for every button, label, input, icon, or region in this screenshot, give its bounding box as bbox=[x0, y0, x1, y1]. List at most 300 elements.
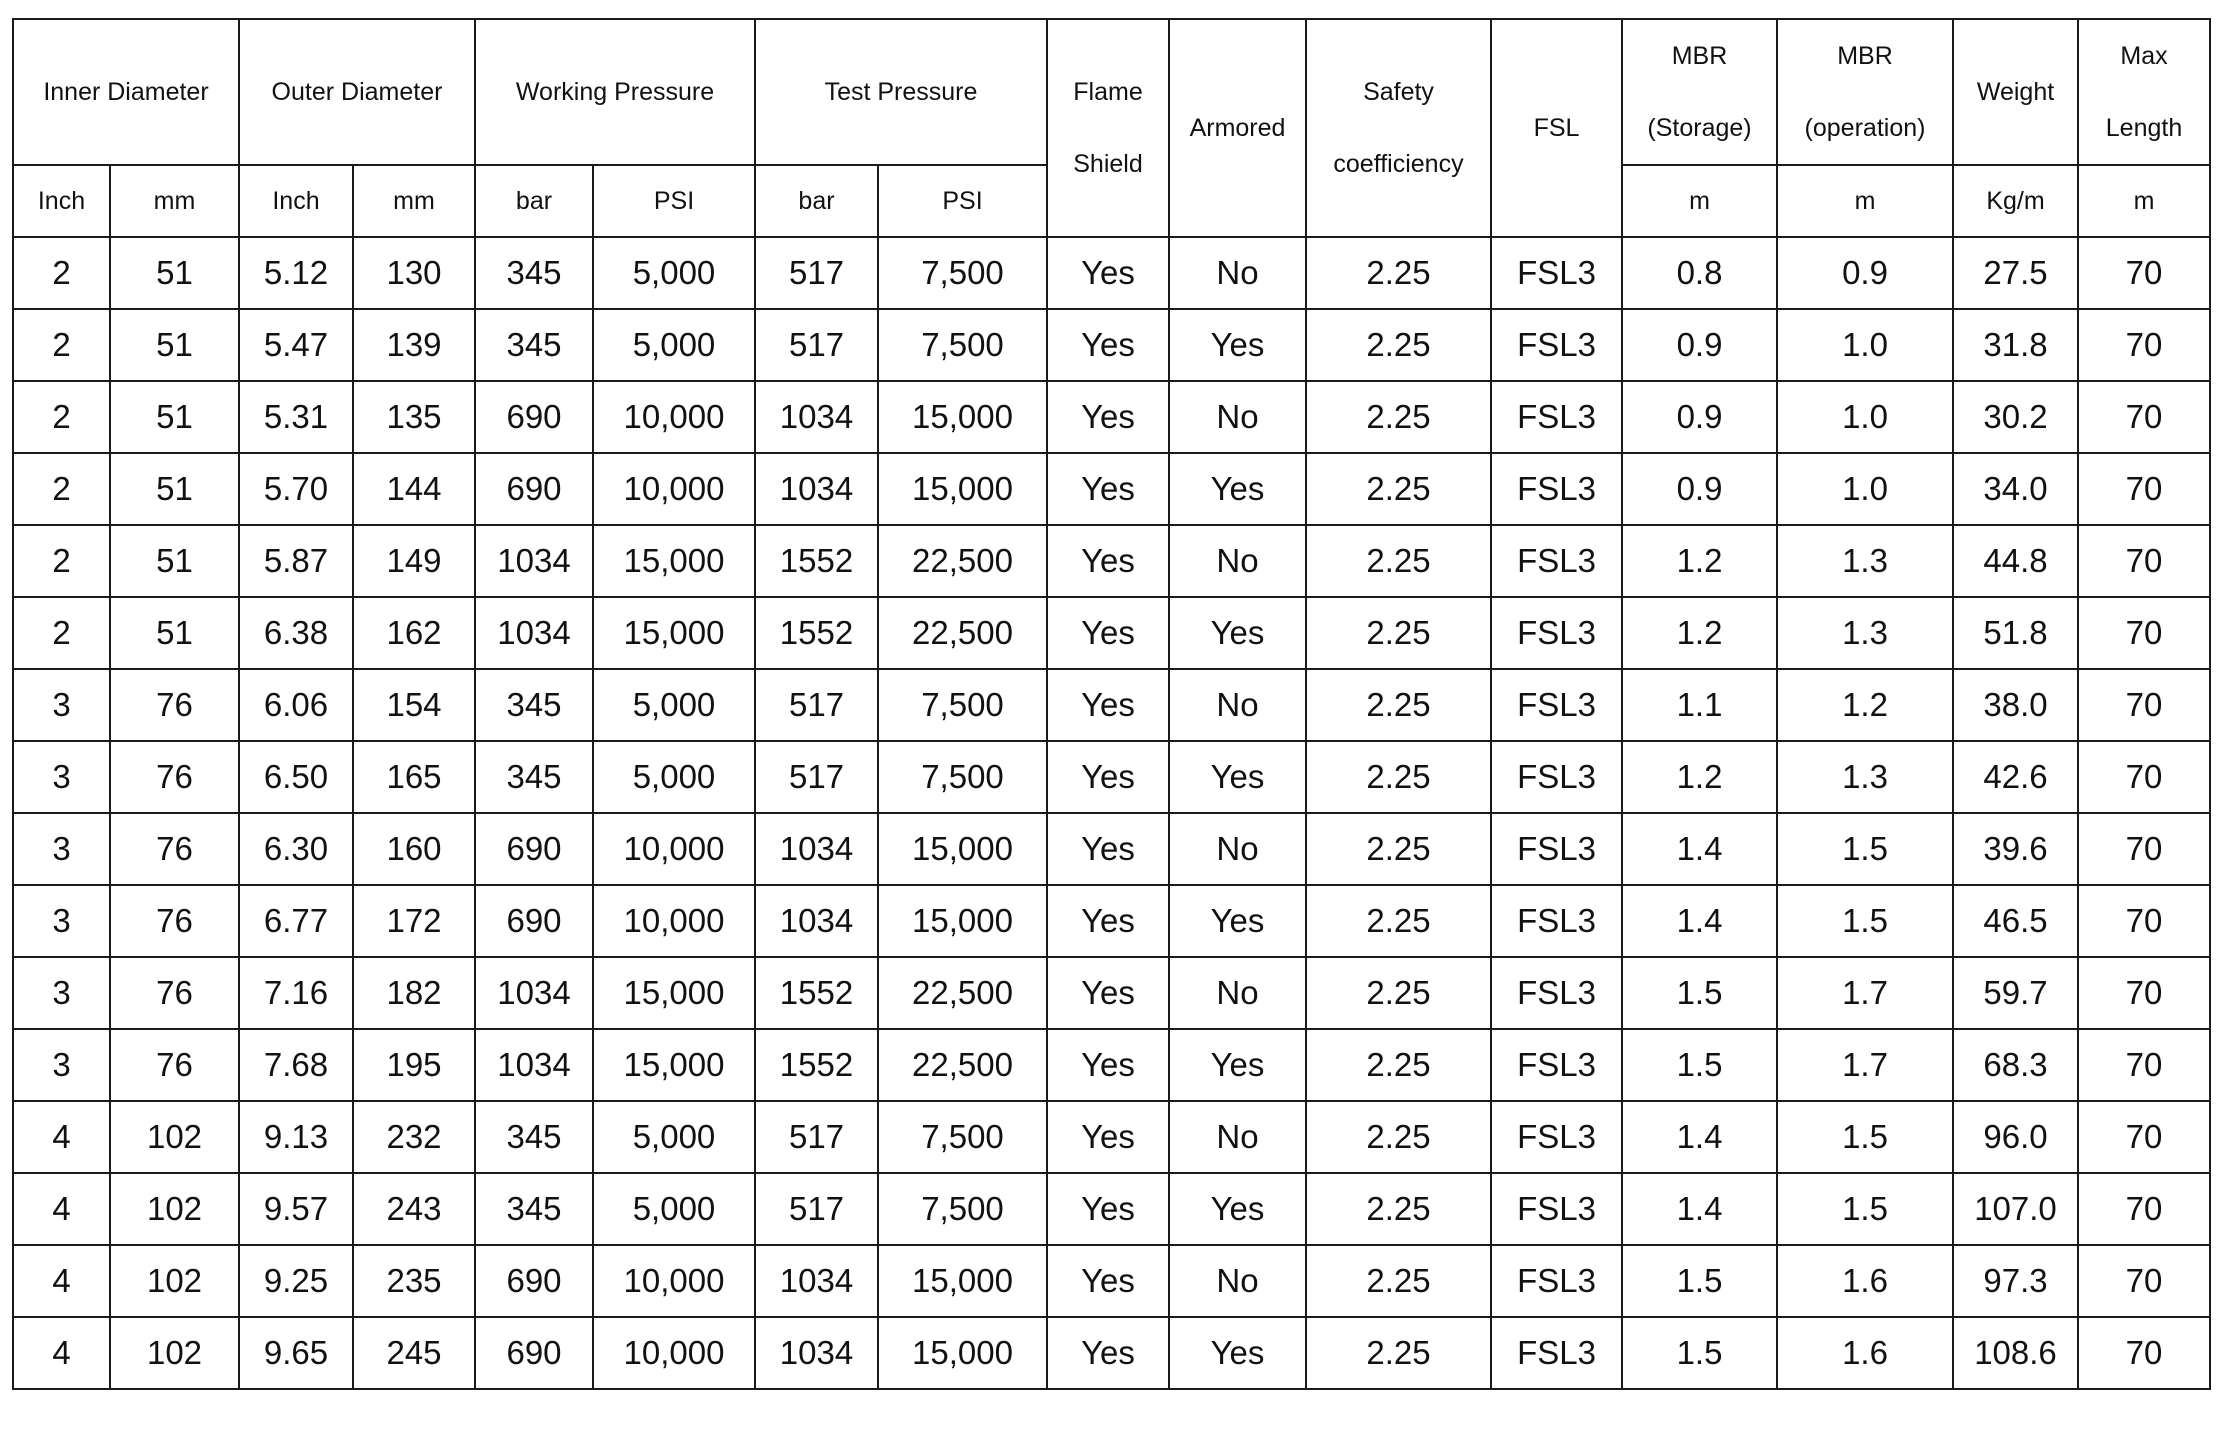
cell-safety-coefficiency: 2.25 bbox=[1306, 1029, 1491, 1101]
cell-working-psi: 5,000 bbox=[593, 1173, 755, 1245]
cell-mbr-operation: 1.6 bbox=[1777, 1317, 1953, 1389]
cell-working-psi: 5,000 bbox=[593, 309, 755, 381]
cell-inner-inch: 2 bbox=[13, 309, 110, 381]
cell-mbr-operation: 1.0 bbox=[1777, 381, 1953, 453]
cell-inner-mm: 102 bbox=[110, 1245, 239, 1317]
cell-outer-inch: 6.30 bbox=[239, 813, 353, 885]
cell-safety-coefficiency: 2.25 bbox=[1306, 669, 1491, 741]
cell-outer-mm: 232 bbox=[353, 1101, 475, 1173]
cell-armored: No bbox=[1169, 1245, 1306, 1317]
unit-test-bar: bar bbox=[755, 165, 878, 237]
cell-fsl: FSL3 bbox=[1491, 1245, 1622, 1317]
cell-max-length: 70 bbox=[2078, 237, 2210, 309]
header-safety-coefficiency bbox=[1306, 19, 1491, 237]
cell-mbr-operation: 1.5 bbox=[1777, 813, 1953, 885]
cell-working-bar: 690 bbox=[475, 1317, 593, 1389]
cell-outer-inch: 5.12 bbox=[239, 237, 353, 309]
cell-inner-inch: 4 bbox=[13, 1245, 110, 1317]
cell-mbr-storage: 1.5 bbox=[1622, 1029, 1777, 1101]
unit-inner-mm: mm bbox=[110, 165, 239, 237]
cell-max-length: 70 bbox=[2078, 1245, 2210, 1317]
cell-flame-shield: Yes bbox=[1047, 1029, 1169, 1101]
cell-outer-inch: 5.87 bbox=[239, 525, 353, 597]
cell-inner-mm: 102 bbox=[110, 1317, 239, 1389]
cell-mbr-operation: 0.9 bbox=[1777, 237, 1953, 309]
cell-mbr-storage: 0.9 bbox=[1622, 309, 1777, 381]
cell-safety-coefficiency: 2.25 bbox=[1306, 525, 1491, 597]
header-max-length bbox=[2078, 19, 2210, 165]
cell-working-psi: 10,000 bbox=[593, 1317, 755, 1389]
cell-outer-inch: 9.57 bbox=[239, 1173, 353, 1245]
table-row bbox=[13, 741, 2210, 813]
cell-armored: Yes bbox=[1169, 453, 1306, 525]
cell-mbr-storage: 1.5 bbox=[1622, 957, 1777, 1029]
cell-fsl: FSL3 bbox=[1491, 741, 1622, 813]
cell-mbr-operation: 1.3 bbox=[1777, 597, 1953, 669]
table-row bbox=[13, 957, 2210, 1029]
cell-outer-inch: 6.50 bbox=[239, 741, 353, 813]
cell-outer-inch: 6.06 bbox=[239, 669, 353, 741]
cell-fsl: FSL3 bbox=[1491, 1101, 1622, 1173]
table-row bbox=[13, 453, 2210, 525]
cell-safety-coefficiency: 2.25 bbox=[1306, 1317, 1491, 1389]
cell-flame-shield: Yes bbox=[1047, 669, 1169, 741]
cell-inner-inch: 3 bbox=[13, 669, 110, 741]
cell-flame-shield: Yes bbox=[1047, 957, 1169, 1029]
cell-weight: 30.2 bbox=[1953, 381, 2078, 453]
cell-safety-coefficiency: 2.25 bbox=[1306, 309, 1491, 381]
cell-test-psi: 7,500 bbox=[878, 669, 1047, 741]
header-fsl: FSL bbox=[1491, 19, 1622, 237]
cell-fsl: FSL3 bbox=[1491, 813, 1622, 885]
cell-outer-mm: 235 bbox=[353, 1245, 475, 1317]
header-flame-shield-line2: Shield bbox=[1073, 150, 1143, 178]
unit-mbr-operation: m bbox=[1777, 165, 1953, 237]
cell-outer-mm: 165 bbox=[353, 741, 475, 813]
cell-outer-inch: 6.38 bbox=[239, 597, 353, 669]
cell-safety-coefficiency: 2.25 bbox=[1306, 741, 1491, 813]
cell-mbr-operation: 1.5 bbox=[1777, 1173, 1953, 1245]
cell-inner-mm: 102 bbox=[110, 1101, 239, 1173]
unit-test-psi: PSI bbox=[878, 165, 1047, 237]
cell-test-psi: 22,500 bbox=[878, 1029, 1047, 1101]
cell-flame-shield: Yes bbox=[1047, 237, 1169, 309]
cell-inner-mm: 51 bbox=[110, 237, 239, 309]
cell-safety-coefficiency: 2.25 bbox=[1306, 1173, 1491, 1245]
cell-safety-coefficiency: 2.25 bbox=[1306, 885, 1491, 957]
cell-weight: 68.3 bbox=[1953, 1029, 2078, 1101]
cell-weight: 46.5 bbox=[1953, 885, 2078, 957]
cell-fsl: FSL3 bbox=[1491, 309, 1622, 381]
cell-working-bar: 1034 bbox=[475, 525, 593, 597]
cell-test-bar: 1034 bbox=[755, 1245, 878, 1317]
cell-armored: No bbox=[1169, 237, 1306, 309]
cell-working-bar: 345 bbox=[475, 669, 593, 741]
cell-test-bar: 517 bbox=[755, 309, 878, 381]
cell-flame-shield: Yes bbox=[1047, 453, 1169, 525]
cell-outer-mm: 245 bbox=[353, 1317, 475, 1389]
cell-inner-inch: 3 bbox=[13, 813, 110, 885]
cell-flame-shield: Yes bbox=[1047, 1317, 1169, 1389]
cell-weight: 38.0 bbox=[1953, 669, 2078, 741]
cell-outer-inch: 7.16 bbox=[239, 957, 353, 1029]
cell-mbr-storage: 0.9 bbox=[1622, 453, 1777, 525]
header-mbr-operation-line2: (operation) bbox=[1804, 114, 1926, 142]
cell-flame-shield: Yes bbox=[1047, 885, 1169, 957]
cell-working-bar: 1034 bbox=[475, 1029, 593, 1101]
cell-weight: 44.8 bbox=[1953, 525, 2078, 597]
cell-inner-mm: 51 bbox=[110, 525, 239, 597]
cell-outer-inch: 9.65 bbox=[239, 1317, 353, 1389]
cell-inner-inch: 2 bbox=[13, 453, 110, 525]
table-row bbox=[13, 1173, 2210, 1245]
unit-working-bar: bar bbox=[475, 165, 593, 237]
cell-outer-mm: 130 bbox=[353, 237, 475, 309]
cell-max-length: 70 bbox=[2078, 885, 2210, 957]
header-mbr-storage bbox=[1622, 19, 1777, 165]
cell-flame-shield: Yes bbox=[1047, 1101, 1169, 1173]
cell-inner-mm: 76 bbox=[110, 669, 239, 741]
cell-armored: Yes bbox=[1169, 1173, 1306, 1245]
cell-mbr-operation: 1.0 bbox=[1777, 309, 1953, 381]
cell-mbr-storage: 1.4 bbox=[1622, 885, 1777, 957]
table-row bbox=[13, 237, 2210, 309]
cell-working-psi: 10,000 bbox=[593, 1245, 755, 1317]
cell-safety-coefficiency: 2.25 bbox=[1306, 957, 1491, 1029]
cell-working-psi: 15,000 bbox=[593, 957, 755, 1029]
header-weight: Weight bbox=[1953, 19, 2078, 165]
unit-weight: Kg/m bbox=[1953, 165, 2078, 237]
header-flame-shield-line1: Flame bbox=[1073, 78, 1143, 106]
table-row bbox=[13, 525, 2210, 597]
header-outer-diameter: Outer Diameter bbox=[239, 19, 475, 165]
cell-flame-shield: Yes bbox=[1047, 381, 1169, 453]
cell-armored: Yes bbox=[1169, 885, 1306, 957]
header-armored: Armored bbox=[1169, 19, 1306, 237]
cell-armored: No bbox=[1169, 813, 1306, 885]
cell-mbr-operation: 1.5 bbox=[1777, 885, 1953, 957]
cell-test-psi: 7,500 bbox=[878, 741, 1047, 813]
cell-armored: No bbox=[1169, 957, 1306, 1029]
cell-mbr-storage: 1.4 bbox=[1622, 813, 1777, 885]
cell-mbr-storage: 1.1 bbox=[1622, 669, 1777, 741]
cell-inner-mm: 102 bbox=[110, 1173, 239, 1245]
cell-flame-shield: Yes bbox=[1047, 597, 1169, 669]
cell-outer-mm: 182 bbox=[353, 957, 475, 1029]
cell-working-psi: 15,000 bbox=[593, 525, 755, 597]
cell-safety-coefficiency: 2.25 bbox=[1306, 453, 1491, 525]
cell-outer-mm: 162 bbox=[353, 597, 475, 669]
cell-mbr-operation: 1.5 bbox=[1777, 1101, 1953, 1173]
cell-test-psi: 7,500 bbox=[878, 237, 1047, 309]
cell-max-length: 70 bbox=[2078, 1101, 2210, 1173]
cell-safety-coefficiency: 2.25 bbox=[1306, 813, 1491, 885]
cell-test-bar: 1034 bbox=[755, 453, 878, 525]
cell-outer-mm: 154 bbox=[353, 669, 475, 741]
cell-working-psi: 5,000 bbox=[593, 1101, 755, 1173]
cell-inner-inch: 2 bbox=[13, 381, 110, 453]
header-mbr-storage-line2: (Storage) bbox=[1647, 114, 1752, 142]
cell-inner-mm: 76 bbox=[110, 885, 239, 957]
cell-mbr-operation: 1.2 bbox=[1777, 669, 1953, 741]
cell-inner-mm: 76 bbox=[110, 957, 239, 1029]
cell-weight: 107.0 bbox=[1953, 1173, 2078, 1245]
cell-working-bar: 690 bbox=[475, 813, 593, 885]
cell-max-length: 70 bbox=[2078, 813, 2210, 885]
cell-test-psi: 15,000 bbox=[878, 813, 1047, 885]
cell-working-psi: 5,000 bbox=[593, 741, 755, 813]
cell-inner-mm: 76 bbox=[110, 813, 239, 885]
unit-outer-inch: Inch bbox=[239, 165, 353, 237]
cell-inner-inch: 4 bbox=[13, 1101, 110, 1173]
cell-test-psi: 22,500 bbox=[878, 525, 1047, 597]
cell-mbr-storage: 0.9 bbox=[1622, 381, 1777, 453]
cell-weight: 42.6 bbox=[1953, 741, 2078, 813]
cell-inner-inch: 3 bbox=[13, 741, 110, 813]
cell-outer-inch: 5.70 bbox=[239, 453, 353, 525]
unit-working-psi: PSI bbox=[593, 165, 755, 237]
cell-armored: No bbox=[1169, 1101, 1306, 1173]
cell-test-psi: 15,000 bbox=[878, 1245, 1047, 1317]
cell-flame-shield: Yes bbox=[1047, 741, 1169, 813]
cell-fsl: FSL3 bbox=[1491, 1173, 1622, 1245]
cell-working-bar: 1034 bbox=[475, 957, 593, 1029]
cell-test-bar: 517 bbox=[755, 669, 878, 741]
cell-mbr-storage: 0.8 bbox=[1622, 237, 1777, 309]
cell-test-bar: 1552 bbox=[755, 957, 878, 1029]
cell-inner-mm: 51 bbox=[110, 597, 239, 669]
cell-test-bar: 1034 bbox=[755, 885, 878, 957]
table-row bbox=[13, 1245, 2210, 1317]
cell-test-bar: 517 bbox=[755, 741, 878, 813]
cell-fsl: FSL3 bbox=[1491, 957, 1622, 1029]
cell-outer-inch: 5.31 bbox=[239, 381, 353, 453]
cell-working-bar: 345 bbox=[475, 237, 593, 309]
cell-test-bar: 517 bbox=[755, 1101, 878, 1173]
cell-inner-mm: 51 bbox=[110, 453, 239, 525]
table-row bbox=[13, 885, 2210, 957]
cell-safety-coefficiency: 2.25 bbox=[1306, 381, 1491, 453]
cell-working-bar: 345 bbox=[475, 1101, 593, 1173]
hose-specification-table bbox=[12, 18, 2211, 1390]
cell-working-bar: 690 bbox=[475, 1245, 593, 1317]
table-row bbox=[13, 381, 2210, 453]
cell-test-psi: 7,500 bbox=[878, 1173, 1047, 1245]
header-working-pressure: Working Pressure bbox=[475, 19, 755, 165]
cell-inner-mm: 51 bbox=[110, 381, 239, 453]
cell-max-length: 70 bbox=[2078, 525, 2210, 597]
cell-max-length: 70 bbox=[2078, 1317, 2210, 1389]
cell-mbr-storage: 1.5 bbox=[1622, 1317, 1777, 1389]
cell-max-length: 70 bbox=[2078, 1029, 2210, 1101]
cell-test-psi: 7,500 bbox=[878, 309, 1047, 381]
cell-max-length: 70 bbox=[2078, 669, 2210, 741]
cell-mbr-operation: 1.7 bbox=[1777, 1029, 1953, 1101]
cell-test-bar: 1552 bbox=[755, 525, 878, 597]
cell-fsl: FSL3 bbox=[1491, 885, 1622, 957]
cell-outer-mm: 149 bbox=[353, 525, 475, 597]
unit-outer-mm: mm bbox=[353, 165, 475, 237]
cell-working-psi: 10,000 bbox=[593, 813, 755, 885]
table-row bbox=[13, 1029, 2210, 1101]
cell-safety-coefficiency: 2.25 bbox=[1306, 1101, 1491, 1173]
cell-armored: No bbox=[1169, 381, 1306, 453]
cell-mbr-operation: 1.3 bbox=[1777, 741, 1953, 813]
cell-test-bar: 517 bbox=[755, 1173, 878, 1245]
cell-fsl: FSL3 bbox=[1491, 237, 1622, 309]
cell-outer-mm: 172 bbox=[353, 885, 475, 957]
cell-working-psi: 10,000 bbox=[593, 381, 755, 453]
cell-inner-mm: 76 bbox=[110, 741, 239, 813]
cell-test-psi: 15,000 bbox=[878, 453, 1047, 525]
table-row bbox=[13, 669, 2210, 741]
cell-working-psi: 10,000 bbox=[593, 453, 755, 525]
cell-outer-mm: 160 bbox=[353, 813, 475, 885]
cell-inner-inch: 2 bbox=[13, 237, 110, 309]
cell-mbr-storage: 1.5 bbox=[1622, 1245, 1777, 1317]
cell-fsl: FSL3 bbox=[1491, 1029, 1622, 1101]
cell-outer-inch: 9.25 bbox=[239, 1245, 353, 1317]
cell-mbr-operation: 1.7 bbox=[1777, 957, 1953, 1029]
header-safety-line1: Safety bbox=[1363, 78, 1434, 106]
header-test-pressure: Test Pressure bbox=[755, 19, 1047, 165]
cell-test-psi: 22,500 bbox=[878, 957, 1047, 1029]
cell-armored: Yes bbox=[1169, 1029, 1306, 1101]
table-row bbox=[13, 1101, 2210, 1173]
cell-max-length: 70 bbox=[2078, 957, 2210, 1029]
cell-weight: 59.7 bbox=[1953, 957, 2078, 1029]
table-row bbox=[13, 1317, 2210, 1389]
cell-test-psi: 22,500 bbox=[878, 597, 1047, 669]
cell-working-psi: 10,000 bbox=[593, 885, 755, 957]
cell-inner-mm: 51 bbox=[110, 309, 239, 381]
cell-working-psi: 15,000 bbox=[593, 597, 755, 669]
cell-fsl: FSL3 bbox=[1491, 453, 1622, 525]
cell-weight: 51.8 bbox=[1953, 597, 2078, 669]
cell-max-length: 70 bbox=[2078, 381, 2210, 453]
cell-weight: 108.6 bbox=[1953, 1317, 2078, 1389]
header-mbr-storage-line1: MBR bbox=[1671, 42, 1728, 70]
cell-mbr-storage: 1.4 bbox=[1622, 1101, 1777, 1173]
unit-max-length: m bbox=[2078, 165, 2210, 237]
table-row bbox=[13, 309, 2210, 381]
cell-inner-inch: 2 bbox=[13, 597, 110, 669]
cell-weight: 27.5 bbox=[1953, 237, 2078, 309]
cell-working-psi: 15,000 bbox=[593, 1029, 755, 1101]
cell-inner-inch: 3 bbox=[13, 885, 110, 957]
cell-armored: No bbox=[1169, 669, 1306, 741]
cell-outer-mm: 135 bbox=[353, 381, 475, 453]
cell-working-bar: 690 bbox=[475, 381, 593, 453]
cell-max-length: 70 bbox=[2078, 1173, 2210, 1245]
cell-max-length: 70 bbox=[2078, 741, 2210, 813]
cell-safety-coefficiency: 2.25 bbox=[1306, 237, 1491, 309]
cell-flame-shield: Yes bbox=[1047, 525, 1169, 597]
cell-working-bar: 1034 bbox=[475, 597, 593, 669]
cell-armored: Yes bbox=[1169, 309, 1306, 381]
cell-armored: Yes bbox=[1169, 597, 1306, 669]
cell-mbr-storage: 1.2 bbox=[1622, 741, 1777, 813]
unit-mbr-storage: m bbox=[1622, 165, 1777, 237]
cell-inner-inch: 2 bbox=[13, 525, 110, 597]
cell-fsl: FSL3 bbox=[1491, 597, 1622, 669]
cell-inner-inch: 3 bbox=[13, 957, 110, 1029]
cell-max-length: 70 bbox=[2078, 309, 2210, 381]
cell-outer-mm: 195 bbox=[353, 1029, 475, 1101]
cell-test-bar: 1552 bbox=[755, 1029, 878, 1101]
header-inner-diameter: Inner Diameter bbox=[13, 19, 239, 165]
cell-inner-inch: 4 bbox=[13, 1173, 110, 1245]
cell-outer-inch: 5.47 bbox=[239, 309, 353, 381]
cell-mbr-operation: 1.6 bbox=[1777, 1245, 1953, 1317]
cell-max-length: 70 bbox=[2078, 453, 2210, 525]
cell-weight: 31.8 bbox=[1953, 309, 2078, 381]
cell-working-psi: 5,000 bbox=[593, 669, 755, 741]
cell-outer-mm: 144 bbox=[353, 453, 475, 525]
cell-safety-coefficiency: 2.25 bbox=[1306, 597, 1491, 669]
cell-test-bar: 517 bbox=[755, 237, 878, 309]
cell-mbr-storage: 1.2 bbox=[1622, 525, 1777, 597]
header-max-length-line2: Length bbox=[2105, 114, 2183, 142]
cell-outer-inch: 9.13 bbox=[239, 1101, 353, 1173]
cell-flame-shield: Yes bbox=[1047, 309, 1169, 381]
cell-flame-shield: Yes bbox=[1047, 1245, 1169, 1317]
cell-armored: No bbox=[1169, 525, 1306, 597]
cell-working-psi: 5,000 bbox=[593, 237, 755, 309]
cell-armored: Yes bbox=[1169, 1317, 1306, 1389]
cell-test-bar: 1034 bbox=[755, 381, 878, 453]
cell-outer-inch: 7.68 bbox=[239, 1029, 353, 1101]
cell-max-length: 70 bbox=[2078, 597, 2210, 669]
cell-fsl: FSL3 bbox=[1491, 381, 1622, 453]
cell-test-bar: 1034 bbox=[755, 1317, 878, 1389]
cell-working-bar: 345 bbox=[475, 741, 593, 813]
cell-inner-inch: 3 bbox=[13, 1029, 110, 1101]
cell-mbr-storage: 1.2 bbox=[1622, 597, 1777, 669]
table-body bbox=[13, 237, 2210, 1389]
cell-mbr-storage: 1.4 bbox=[1622, 1173, 1777, 1245]
cell-working-bar: 690 bbox=[475, 453, 593, 525]
cell-fsl: FSL3 bbox=[1491, 1317, 1622, 1389]
cell-outer-mm: 139 bbox=[353, 309, 475, 381]
cell-inner-inch: 4 bbox=[13, 1317, 110, 1389]
cell-working-bar: 690 bbox=[475, 885, 593, 957]
cell-test-bar: 1034 bbox=[755, 813, 878, 885]
cell-weight: 96.0 bbox=[1953, 1101, 2078, 1173]
cell-test-psi: 15,000 bbox=[878, 885, 1047, 957]
cell-weight: 34.0 bbox=[1953, 453, 2078, 525]
cell-flame-shield: Yes bbox=[1047, 1173, 1169, 1245]
cell-outer-mm: 243 bbox=[353, 1173, 475, 1245]
cell-armored: Yes bbox=[1169, 741, 1306, 813]
cell-test-bar: 1552 bbox=[755, 597, 878, 669]
cell-working-bar: 345 bbox=[475, 309, 593, 381]
cell-weight: 39.6 bbox=[1953, 813, 2078, 885]
cell-mbr-operation: 1.0 bbox=[1777, 453, 1953, 525]
cell-fsl: FSL3 bbox=[1491, 525, 1622, 597]
cell-working-bar: 345 bbox=[475, 1173, 593, 1245]
cell-outer-inch: 6.77 bbox=[239, 885, 353, 957]
cell-inner-mm: 76 bbox=[110, 1029, 239, 1101]
header-mbr-operation bbox=[1777, 19, 1953, 165]
cell-fsl: FSL3 bbox=[1491, 669, 1622, 741]
cell-mbr-operation: 1.3 bbox=[1777, 525, 1953, 597]
cell-test-psi: 15,000 bbox=[878, 381, 1047, 453]
table-row bbox=[13, 597, 2210, 669]
cell-safety-coefficiency: 2.25 bbox=[1306, 1245, 1491, 1317]
cell-test-psi: 7,500 bbox=[878, 1101, 1047, 1173]
header-mbr-operation-line1: MBR bbox=[1837, 42, 1893, 70]
